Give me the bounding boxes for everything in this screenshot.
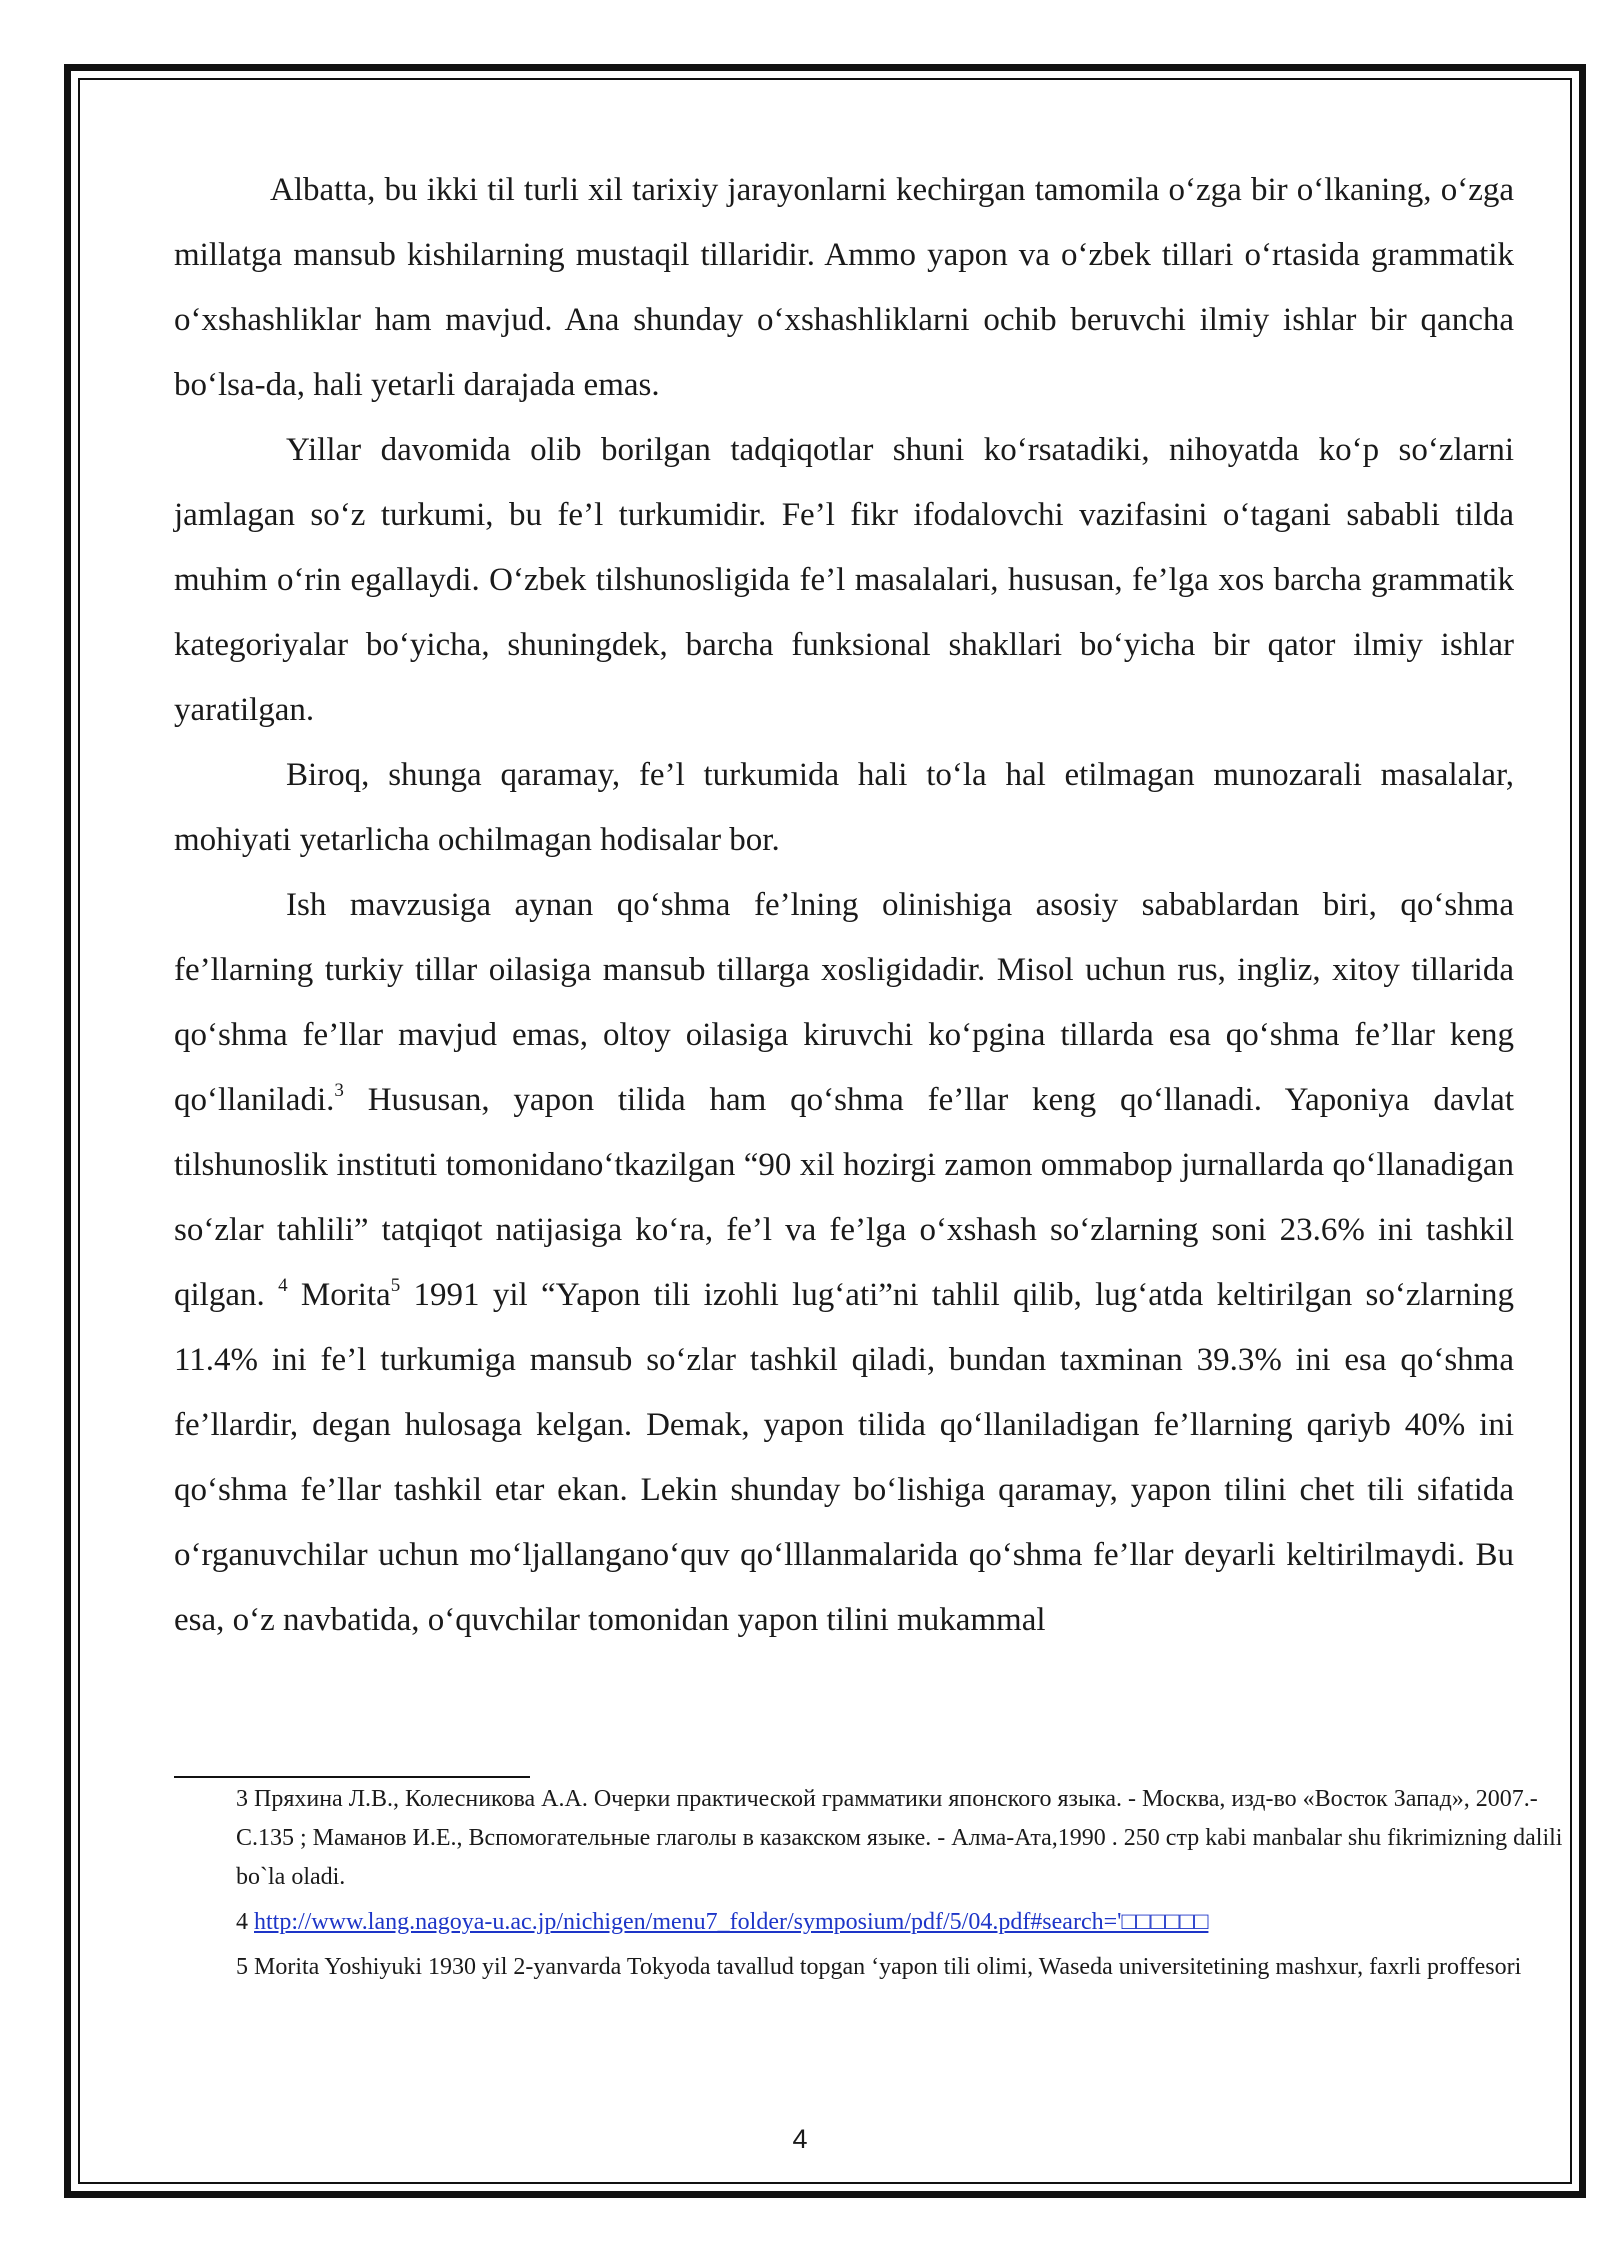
paragraph-2: Yillar davomida olib borilgan tadqiqotlar shuni ko‘rsatadiki, nihoyatda ko‘p so‘zlarni jamlagan so‘z turkumi, bu fe’l turkumidir. Fe’l fikr ifodalovchi vazifasini o‘tagani sababli tilda muhim o‘rin egallaydi. O‘zbek tilshunosligida fe’l masalalari, hususan, fe’lga xos barcha grammatik kategoriyalar bo‘yicha, shuningdek, barcha funksional shakllari bo‘yicha bir qator ilmiy ishlar yaratilgan.	[174, 432, 1514, 728]
footnotes	[236, 1780, 1566, 1987]
footnote-ref-3[interactable]: 3	[334, 1080, 344, 1101]
paragraph-1: Albatta, bu ikki til turli xil tarixiy jarayonlarni kechirgan tamomila o‘zga bir o‘lkaning, o‘zga millatga mansub kishilarning mustaqil tillaridir. Ammo yapon va o‘zbek tillari o‘rtasida grammatik o‘xshashliklar ham mavjud. Ana shunday o‘xshashliklarni ochib beruvchi ilmiy ishlar bir qancha bo‘lsa-da, hali yetarli darajada emas.	[174, 172, 1514, 403]
footnote-3: 3 Пряхина Л.В., Колесникова А.А. Очерки практической грамматики японского языка. - Москва, изд-во «Восток Запад», 2007.- С.135 ; Маманов И.Е., Вспомогательные глаголы в казакском языке. - Алма-Ата,1990 . 250 стр kabi manbalar shu fikrimizning dalili bo`la oladi.	[236, 1786, 1563, 1890]
paragraph-4	[174, 873, 1514, 1653]
paragraph-4-text-d: 1991 yil “Yapon tili izohli lug‘ati”ni tahlil qilib, lug‘atda keltirilgan so‘zlarning 11.4% ini fe’l turkumiga mansub so‘zlar tashkil qiladi, bundan taxminan 39.3% ini esa qo‘shma fe’llardir, degan hulosaga kelgan. Demak, yapon tilida qo‘llaniladigan fe’llarning qariyb 40% ini qo‘shma fe’llar tashkil etar ekan. Lekin shunday bo‘lishiga qaramay, yapon tilini chet tili sifatida o‘rganuvchilar uchun mo‘ljallangano‘quv qo‘lllanmalarida qo‘shma fe’llar deyarli keltirilmaydi. Bu esa, o‘z navbatida, o‘quvchilar tomonidan yapon tilini mukammal	[174, 1277, 1514, 1638]
footnote-4	[236, 1903, 1566, 1942]
page-number: 4	[792, 2124, 808, 2154]
footnote-ref-4[interactable]: 4	[278, 1275, 288, 1296]
paragraph-4-text-b: Hususan, yapon tilida ham qo‘shma fe’llar keng qo‘llanadi. Yaponiya davlat tilshunoslik instituti tomonidano‘tkazilgan “90 xil hozirgi zamon ommabop jurnallarda qo‘llanadigan so‘zlar tahlili” tatqiqot natijasiga ko‘ra, fe’l va fe’lga o‘xshash so‘zlarning soni 23.6% ini tashkil qilgan.	[174, 1082, 1514, 1313]
body-text	[174, 158, 1514, 1653]
footnote-separator	[174, 1776, 530, 1778]
footnote-4-link[interactable]: http://www.lang.nagoya-u.ac.jp/nichigen/menu7_folder/symposium/pdf/5/04.pdf#search='□□□□□□	[254, 1909, 1209, 1935]
paragraph-4-text-a: Ish mavzusiga aynan qo‘shma fe’lning olinishiga asosiy sabablardan biri, qo‘shma fe’llarning turkiy tillar oilasiga mansub tillarga xosligidadir. Misol uchun rus, ingliz, xitoy tillarida qo‘shma fe’llar mavjud emas, oltoy oilasiga kiruvchi ko‘pgina tillarda esa qo‘shma fe’llar keng qo‘llaniladi.	[174, 887, 1514, 1118]
footnote-5: 5 Morita Yoshiyuki 1930 yil 2-yanvarda Tokyoda tavallud topgan ‘yapon tili olimi, Waseda universitetining mashxur, faxrli proffesori	[236, 1954, 1522, 1980]
paragraph-3: Biroq, shunga qaramay, fe’l turkumida hali to‘la hal etilmagan munozarali masalalar, mohiyati yetarlicha ochilmagan hodisalar bor.	[174, 757, 1514, 858]
footnote-4-number: 4	[236, 1909, 254, 1935]
footnote-ref-5[interactable]: 5	[390, 1275, 401, 1296]
paragraph-4-text-c: Morita	[287, 1277, 391, 1313]
